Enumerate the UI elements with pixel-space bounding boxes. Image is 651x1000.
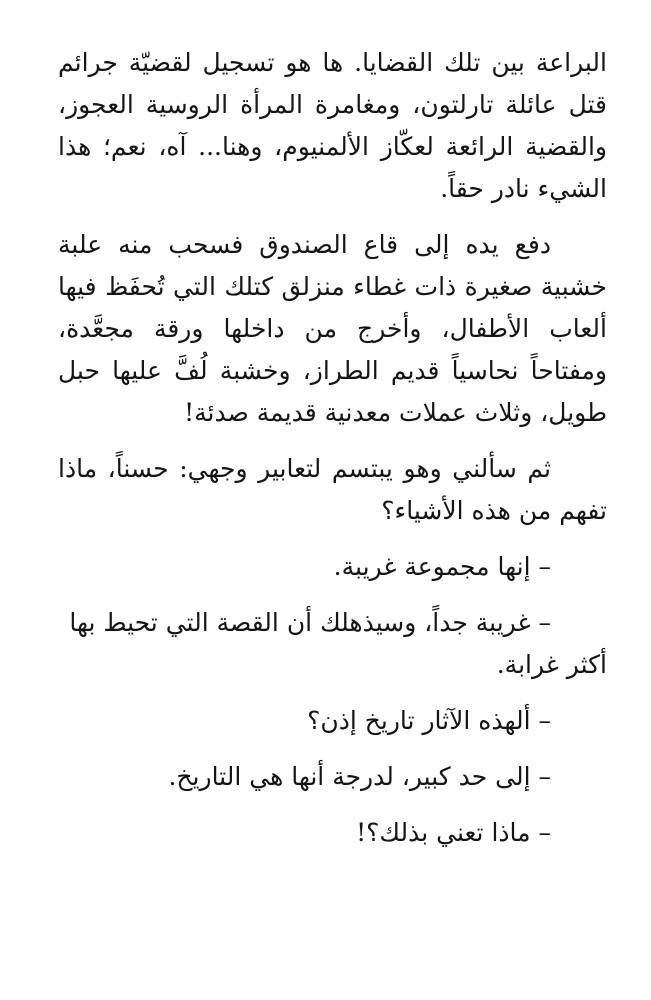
paragraph-continued: البراعة بين تلك القضايا. ها هو تسجيل لقضيّة جرائم قتل عائلة تارلتون، ومغامرة المرأة الروسية العجوز، والقضية الرائعة لعكّاز الألمنيوم، وهنا... آه، نعم؛ هذا الشيء نادر حقاً. [58,48,607,203]
paragraph-gap [58,798,607,812]
dialogue-line: – ماذا تعني بذلك؟! [356,818,551,847]
paragraph-box-contents: دفع يده إلى قاع الصندوق فسحب منه علبة خشبية صغيرة ذات غطاء منزلق كتلك التي تُحفَظ فيها ألعاب الأطفال، وأخرج من داخلها ورقة مجعَّدة، ومفتاحاً نحاسياً قديم الطراز، وخشبة لُفَّ عليها حبل طويل، وثلاث عملات معدنية قديمة صدئة! [58,230,607,427]
paragraph-gap [58,532,607,546]
paragraph-gap [58,588,607,602]
paragraph-gap [58,434,607,448]
paragraph-question: ثم سألني وهو يبتسم لتعابير وجهي: حسناً، ماذا تفهم من هذه الأشياء؟ [58,454,607,525]
paragraph-gap [58,742,607,756]
dialogue-line: – ألهذه الآثار تاريخ إذن؟ [307,706,551,735]
paragraph-gap [58,210,607,224]
paragraph-gap [58,686,607,700]
dialogue-line: – إلى حد كبير، لدرجة أنها هي التاريخ. [168,762,551,791]
dialogue-line: – إنها مجموعة غريبة. [333,552,551,581]
dialogue-line: – غريبة جداً، وسيذهلك أن القصة التي تحيط بها أكثر غرابة. [69,608,607,679]
